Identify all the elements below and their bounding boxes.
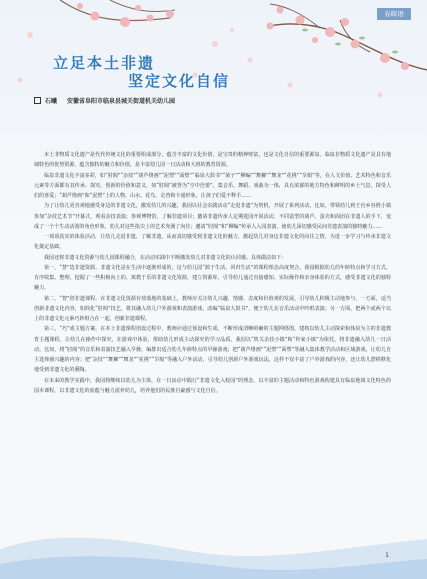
paragraph: 临泉非遗文化丰富多彩，如“肘阁”“杂技”“葫芦烙画”“泥塑”“面塑”“临泉大鼓书”“染子”“柳编”“舞狮”“舞龙”“花挑”“旱船”等，在人文价值、艺术特色和音乐元素等方面都有其传承、探究、创新的价值和意义，如“肘阁”被誉为“空中芭蕾”，集音乐、舞蹈、戏曲为一体，具有浓郁的地方特色和鲜明的乡土气息，探受人们的喜爱；“葫芦烙画”和“泥塑”上的人物、山水、花鸟、走兽和卡通形象，让孩子们爱不释手…… bbox=[34, 172, 391, 199]
paragraph: 第二，“智”创非遗课程。在非遗文化资源有效落地的基础上，教师应关注幼儿兴趣、情感、态度和价值观的发展，引导幼儿积极主动地参与、一方面，适当创新非遗文化内容，如简化“肘阁”技艺，将其融入幼儿户外游戏和表演游戏，改编“临泉大鼓书”，便于幼儿在音乐活动中吟唱表演；另一方面，把两个或两个以上的非遗文化元素巧妙组合在一起，创新非遗课程。 bbox=[34, 295, 391, 322]
paragraph: 第三，“巧”成主题方案。在本土非遗课程创设过程中，教师应通过预设和生成，不断形成清晰明确的主题网络图，建构以幼儿主动探索和体验为主的非遗教育主题课程，让幼儿在操作中探究，在游戏中体验，帮助幼儿形成主动探究的学习品质。我园以“机关杂技小镇”和“传家小镇”为依托，将非遗融入幼儿一日活动。比如，将“肘阁”的音乐和表演技艺融入早操，编排出适合幼儿年龄特点的早操游戏；把“葫芦烙画”“泥塑”“面塑”等融入集体教学活动和区域游戏，让幼儿自主选择感兴趣的内容；把“杂技”“舞狮”“舞龙”“花挑”“旱船”等融入户外活动，引导幼儿创新户外游戏玩法，这样不仅丰富了户外游戏的内容，还让幼儿潜移默化地受到非遗文化的熏陶。 bbox=[34, 326, 391, 374]
author-organization: 安徽省阜阳市临泉县城关街道机关幼儿园 bbox=[67, 98, 176, 105]
hills-decoration bbox=[0, 509, 427, 579]
article-body bbox=[34, 150, 391, 396]
title-line-1: 立足本土非遗 bbox=[53, 54, 156, 72]
paragraph: 本土非物质文化遗产是代代传统文化的重要组成部分，蕴含丰富的文化价值，是宝贵的精神财富，也是文化自信的重要源泉。临泉非物质文化遗产是具有地域特色的优势资源，蕴含独特的魅力和价值，是丰富幼儿园一日活动和大班的教育资源。 bbox=[34, 152, 391, 169]
column-tag: 春晖语 bbox=[377, 8, 411, 20]
author-name: 石曦 bbox=[45, 98, 58, 105]
byline bbox=[34, 96, 175, 105]
paragraph: 为了让幼儿更直观地感受身边的非遗文化，激发幼儿的兴趣，我园以社会实践活动“走进非遗”为契机，开展了系列活动。比如，带领幼儿到王官乡谷胜小镇参加“杂技艺术节”开幕式，观看杂技表演；参观博物馆，了解非遗项目；邀请非遗传承人定期进园开展活动，不同造型的葫芦、蛋壳和面团在非遗人的手下，变成了一个个生动活泼的角色形象，幼儿对这些指尖上的艺术充满了向往；邀请“肘阁”和“柳编”传承人入园表演，使幼儿深切感受民间非遗表演的独特魅力…… bbox=[34, 203, 391, 230]
title-line-2: 坚定文化自信 bbox=[128, 72, 231, 90]
paragraph: 一项项真实的体验活动，让幼儿走进非遗、了解非遗，从而真切感受到非遗文化的魅力，激起幼儿对身边非遗文化的向往之情，为进一步学习与传承非遗文化奠定基础。 bbox=[34, 234, 391, 251]
paragraph: 在未来的教学实践中，我园将继续以幼儿为主体，在一日活动中践行“非遗文化入校园”的理念，以丰富的主题活动和特色游戏构建具有临泉地域文化特色的园本课程，以非遗文化的底蕴与魅力滋养幼儿，培养他们的民族自豪感与文化自信。 bbox=[34, 377, 391, 394]
paragraph: 第一，“慧”选非遗资源。非遗文化是在生活中逐渐形成的，这与幼儿园“源于生活，回归生活”的课程理念高度契合。我园根据幼儿的年龄特点和学习方式，有序收集、整理、挖掘了一些积极向上的、寓教于乐的非遗文化资源，建立资源库，引导幼儿通过直接感知、实际操作和亲身体验的方式，感受非遗文化的独特魅力。 bbox=[34, 264, 391, 292]
author-marker-box bbox=[34, 97, 41, 104]
page-number: 1 bbox=[385, 552, 389, 559]
paragraph: 我园还将非遗文化资源与幼儿园课程融合，在活动实践中不断激发幼儿对非遗文化的认同感。具体做法如下： bbox=[44, 254, 287, 261]
